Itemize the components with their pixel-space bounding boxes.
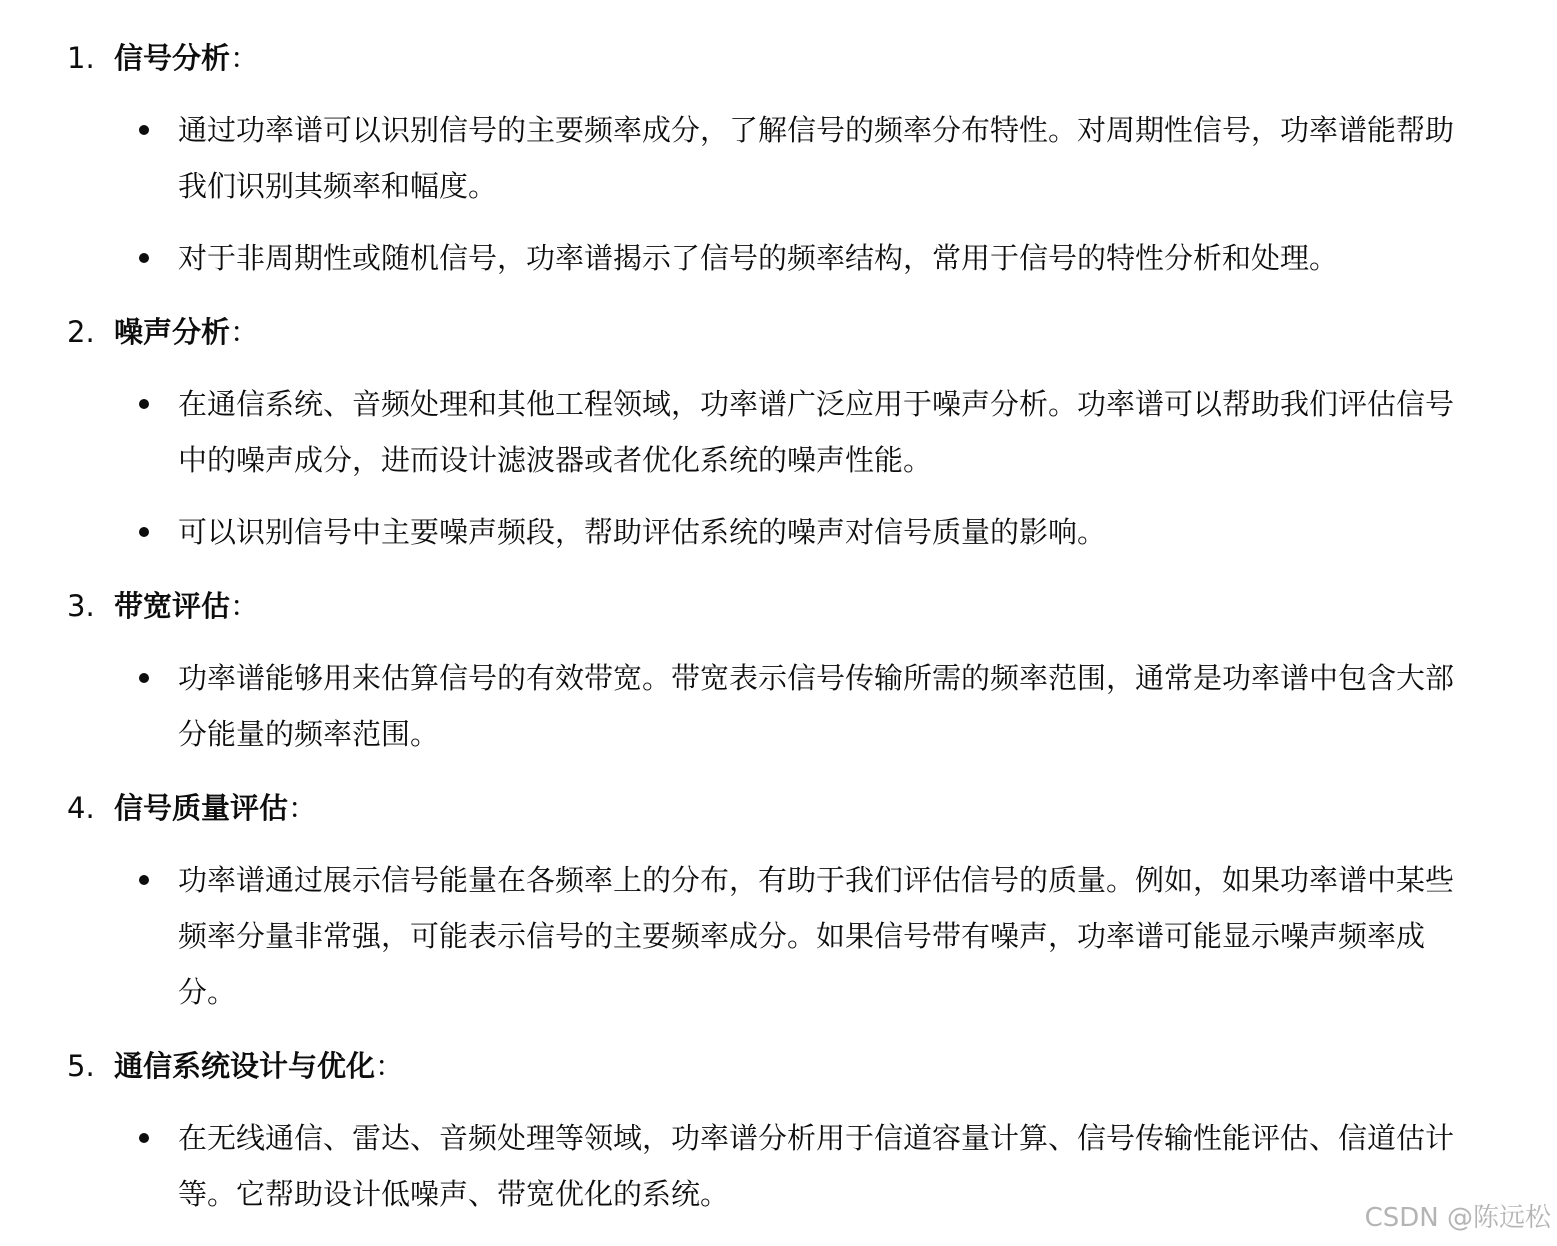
bullet-icon (139, 125, 149, 135)
bullet-icon (139, 399, 149, 409)
section-4 (0, 778, 1557, 1020)
heading-colon: ： (375, 1049, 405, 1083)
bullet-icon (139, 527, 149, 537)
list-item-text: 在无线通信、雷达、音频处理等领域，功率谱分析用于信道容量计算、信号传输性能评估、信道估计等。它帮助设计低噪声、带宽优化的系统。 (178, 1121, 1455, 1211)
list-item-text: 功率谱能够用来估算信号的有效带宽。带宽表示信号传输所需的频率范围，通常是功率谱中包含大部分能量的频率范围。 (178, 661, 1455, 751)
list-item (0, 1110, 1460, 1222)
section-heading (0, 302, 1557, 362)
section-3 (0, 576, 1557, 762)
watermark: CSDN @陈远松 (1364, 1203, 1551, 1233)
list-item-text: 对于非周期性或随机信号，功率谱揭示了信号的频率结构，常用于信号的特性分析和处理。 (178, 241, 1339, 275)
section-1 (0, 28, 1557, 286)
list-item-text: 可以识别信号中主要噪声频段，帮助评估系统的噪声对信号质量的影响。 (178, 515, 1107, 549)
list-item-text: 在通信系统、音频处理和其他工程领域，功率谱广泛应用于噪声分析。功率谱可以帮助我们评估信号中的噪声成分，进而设计滤波器或者优化系统的噪声性能。 (178, 387, 1455, 477)
bullet-icon (139, 1133, 149, 1143)
section-2 (0, 302, 1557, 560)
section-number: 4. (67, 791, 95, 825)
section-title: 信号质量评估 (114, 791, 289, 825)
list-item (0, 376, 1460, 488)
section-number: 3. (67, 589, 95, 623)
list-item-text: 通过功率谱可以识别信号的主要频率成分，了解信号的频率分布特性。对周期性信号，功率谱能帮助我们识别其频率和幅度。 (178, 113, 1455, 203)
section-heading (0, 28, 1557, 88)
section-5 (0, 1036, 1557, 1222)
section-heading (0, 778, 1557, 838)
section-title: 通信系统设计与优化 (114, 1049, 376, 1083)
list-item (0, 230, 1460, 286)
bullet-list (0, 102, 1557, 286)
section-number: 2. (67, 315, 95, 349)
bullet-icon (139, 875, 149, 885)
section-title: 带宽评估 (114, 589, 231, 623)
heading-colon: ： (230, 41, 260, 75)
section-heading (0, 1036, 1557, 1096)
bullet-list (0, 650, 1557, 762)
heading-colon: ： (230, 589, 260, 623)
list-item (0, 852, 1460, 1020)
section-number: 1. (67, 41, 95, 75)
heading-colon: ： (230, 315, 260, 349)
heading-colon: ： (288, 791, 318, 825)
bullet-list (0, 852, 1557, 1020)
section-title: 信号分析 (114, 41, 231, 75)
section-heading (0, 576, 1557, 636)
bullet-icon (139, 253, 149, 263)
bullet-list (0, 1110, 1557, 1222)
list-item-text: 功率谱通过展示信号能量在各频率上的分布，有助于我们评估信号的质量。例如，如果功率谱中某些频率分量非常强，可能表示信号的主要频率成分。如果信号带有噪声，功率谱可能显示噪声频率成分。 (178, 863, 1455, 1009)
section-title: 噪声分析 (114, 315, 231, 349)
list-item (0, 504, 1460, 560)
list-item (0, 650, 1460, 762)
bullet-icon (139, 673, 149, 683)
section-number: 5. (67, 1049, 95, 1083)
list-item (0, 102, 1460, 214)
bullet-list (0, 376, 1557, 560)
